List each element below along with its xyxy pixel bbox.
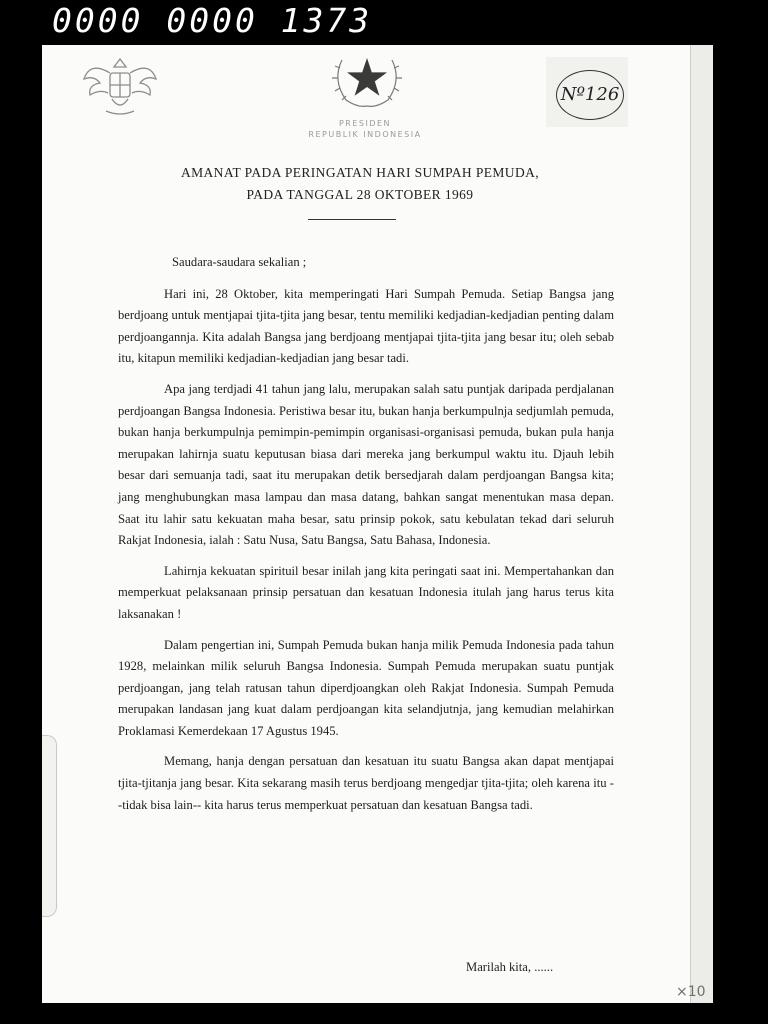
letterhead-line-republic: REPUBLIK INDONESIA bbox=[308, 130, 422, 139]
speech-body bbox=[118, 252, 614, 825]
letterhead-line-president: PRESIDEN bbox=[338, 119, 392, 128]
star-wreath-emblem-icon bbox=[326, 46, 408, 112]
page-edge bbox=[690, 45, 713, 1003]
title-underline bbox=[308, 219, 396, 220]
title-line-2: PADA TANGGAL 28 OKTOBER 1969 bbox=[246, 187, 474, 202]
paragraph-1: Hari ini, 28 Oktober, kita memperingati Hari Sumpah Pemuda. Setiap Bangsa jang berdjoang untuk mentjapai tjita-tjita jang besar, tentu memiliki kedjadian-kedjadian penting dalam perdjoangannja. Kita adalah Bangsa jang berdjoang mentjapai tjita-tjita jang besar itu; oleh sebab itu, kitapun memiliki kedjadian-kedjadian jang besar tadi. bbox=[118, 286, 614, 366]
salutation: Saudara-saudara sekalian ; bbox=[172, 255, 307, 269]
document-title bbox=[150, 162, 570, 206]
letterhead-caption bbox=[290, 118, 440, 140]
paragraph-2: Apa jang terdjadi 41 tahun jang lalu, merupakan salah satu puntjak daripada perdjalanan perdjoangan Bangsa Indonesia. Peristiwa besar itu, bukan hanja berkumpulnja sedjumlah pemuda, bukan hanja berkumpulnja pemimpin-pemimpin organisasi-organisasi pemuda, bukan pula hanja merupakan lahirnja suatu keputusan biasa dari mereka jang berkumpul waktu itu. Djauh lebih besar dari semuanja tadi, saat itu merupakan detik bersedjarah dalam perdjoangan Bangsa kita; jang menghubungkan masa lampau dan masa datang, bahkan sangat menentukan masa depan. Saat itu lahir satu kekuatan maha besar, satu prinsip pokok, satu kebulatan tekad dari seluruh Rakjat Indonesia, ialah : Satu Nusa, Satu Bangsa, Satu Bahasa, Indonesia. bbox=[118, 381, 614, 548]
closing-line: Marilah kita, ...... bbox=[466, 960, 554, 974]
paragraph-4: Dalam pengertian ini, Sumpah Pemuda bukan hanja milik Pemuda Indonesia pada tahun 1928, melainkan milik seluruh Bangsa Indonesia. Sumpah Pemuda merupakan suatu puntjak perdjoangan, jang telah ratusan tahun diperdjoangkan oleh Rakjat Indonesia. Sumpah Pemuda merupakan landasan jang kuat dalam perdjoangan kita selandjutnja, jang kemudian melahirkan Proklamasi Kemerdekaan 17 Agustus 1945. bbox=[118, 637, 614, 738]
corner-mark: ×10 bbox=[676, 984, 706, 1000]
microfilm-frame-number: 0000 0000 1373 bbox=[52, 1, 373, 40]
document-number-stamp: Nº126 bbox=[556, 70, 624, 120]
binder-clip-shadow bbox=[42, 735, 57, 917]
garuda-emblem-icon bbox=[80, 45, 160, 125]
paragraph-3: Lahirnja kekuatan spirituil besar inilah jang kita peringati saat ini. Mempertahankan dan memperkuat pelaksanaan prinsip persatuan dan kesatuan Indonesia itulah jang harus terus kita laksanakan ! bbox=[118, 563, 614, 621]
paragraph-5: Memang, hanja dengan persatuan dan kesatuan itu suatu Bangsa akan dapat mentjapai tjita-tjitanja jang besar. Kita sekarang masih terus berdjoang mengedjar tjita-tjita; oleh karena itu --tidak bisa lain-- kita harus terus memperkuat persatuan dan kesatuan Bangsa tadi. bbox=[118, 754, 614, 812]
title-line-1: AMANAT PADA PERINGATAN HARI SUMPAH PEMUDA, bbox=[180, 165, 540, 180]
